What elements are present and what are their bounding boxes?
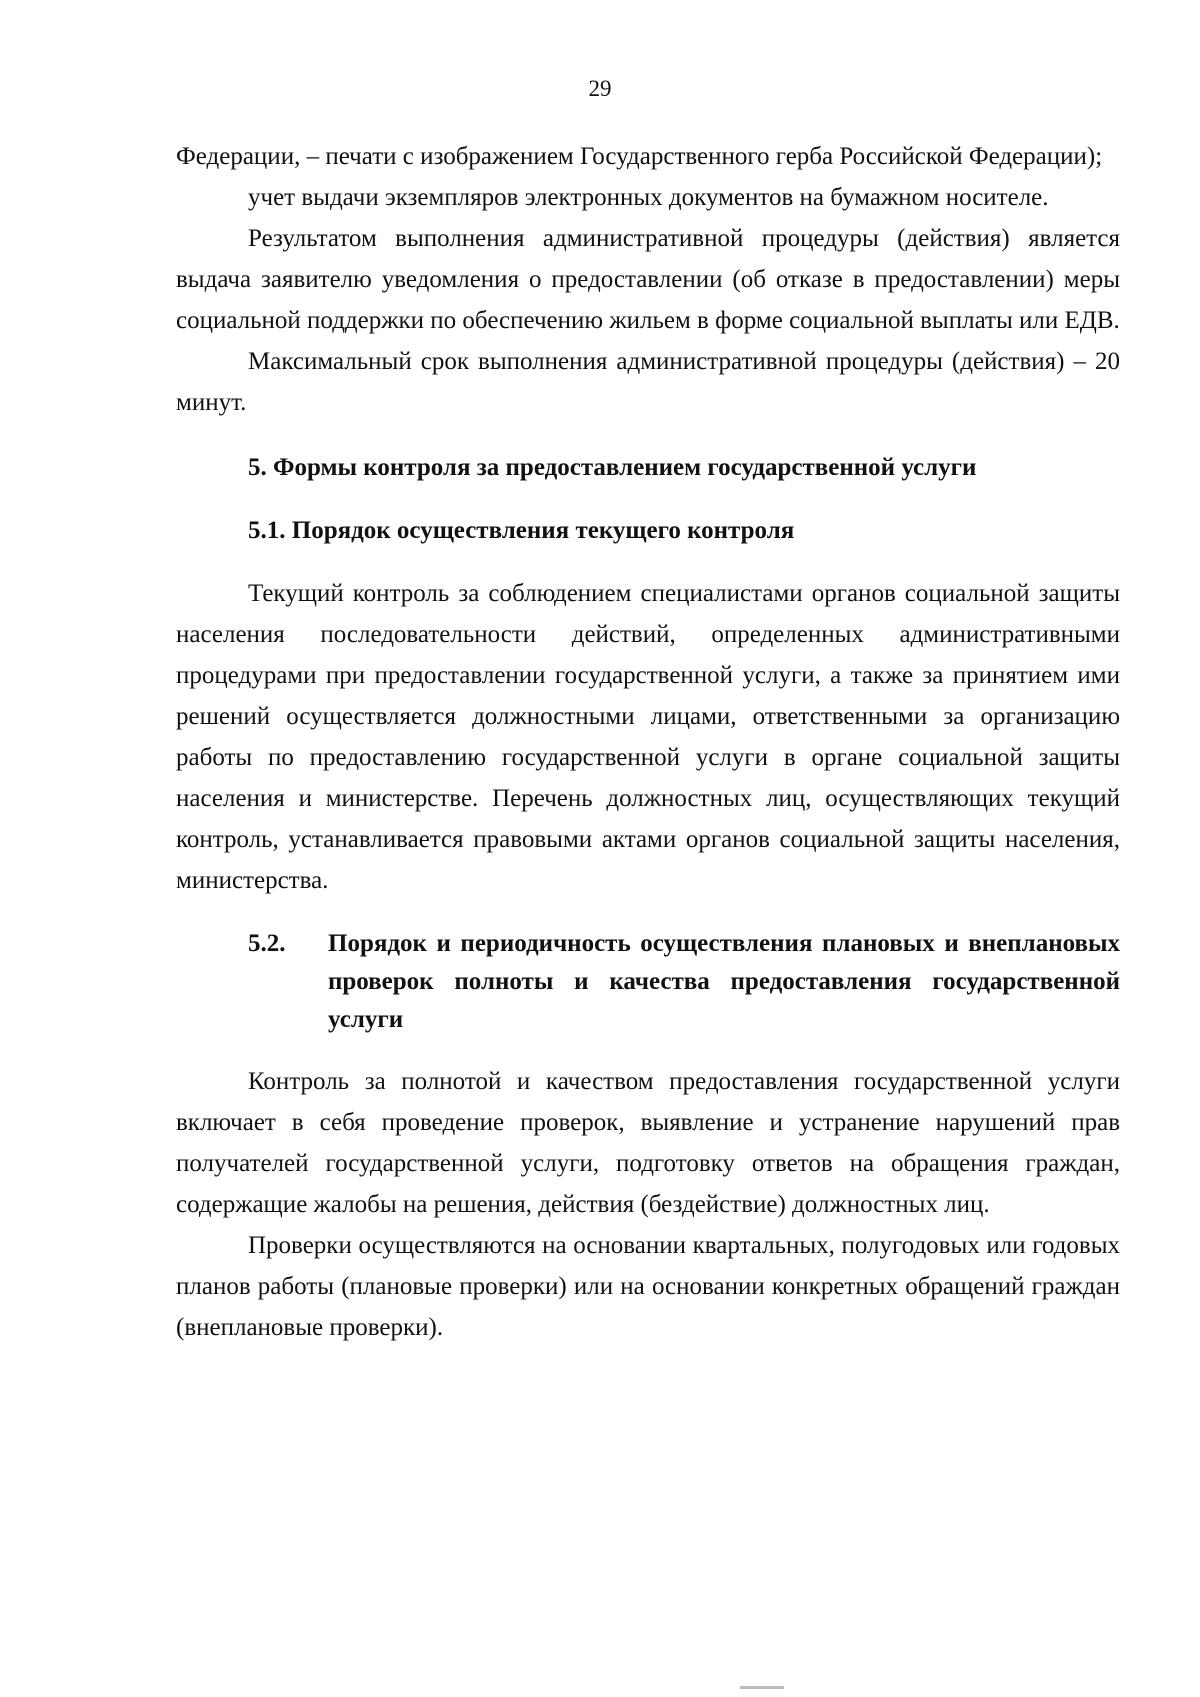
section-5-2-paragraph-1: Контроль за полнотой и качеством предоставления государственной услуги включает в себя проведение проверок, выявление и устранение нарушений прав получателей государственной услуги, подготовку ответов на обращения граждан, содержащие жалобы на решения, действия (бездействие) должностных лиц. <box>176 1068 1120 1218</box>
section-5-2-paragraph-2: Проверки осуществляются на основании квартальных, полугодовых или годовых планов работы (плановые проверки) или на основании конкретных обращений граждан (внеплановые проверки). <box>176 1232 1120 1341</box>
paragraph-top-1: Федерации, – печати с изображением Государственного герба Российской Федерации); <box>176 143 1103 170</box>
spacer <box>176 551 1120 573</box>
section-5-2-heading-block <box>176 925 1120 1039</box>
section-5-1-paragraph: Текущий контроль за соблюдением специалистами органов социальной защиты населения последовательности действий, определенных административными процедурами при предоставлении государственной услуги, а также за принятием ими решений осуществляется должностными лицами, ответственными за организацию работы по предоставлению государственной услуги в органе социальной защиты населения и министерстве. Перечень должностных лиц, осуществляющих текущий контроль, устанавливается правовыми актами органов социальной защиты населения, министерства. <box>176 580 1120 894</box>
page-content <box>176 136 1120 1348</box>
scan-artifact-mark <box>740 1686 784 1689</box>
spacer <box>176 1039 1120 1061</box>
paragraph-top-3: Результатом выполнения административной процедуры (действия) является выдача заявителю уведомления о предоставлении (об отказе в предоставлении) меры социальной поддержки по обеспечению жильем в форме социальной выплаты или ЕДВ. <box>176 225 1120 334</box>
section-5-2-number: 5.2. <box>248 930 286 957</box>
spacer <box>176 488 1120 510</box>
section-5-2-heading: Порядок и периодичность осуществления плановых и внеплановых проверок полноты и качества предоставления государственной услуги <box>328 930 1120 1033</box>
page-number: 29 <box>588 76 612 101</box>
spacer <box>176 901 1120 925</box>
section-5-1-heading: 5.1. Порядок осуществления текущего контроля <box>248 517 795 544</box>
section-5-heading: 5. Формы контроля за предоставлением государственной услуги <box>248 454 977 481</box>
paragraph-top-2: учет выдачи экземпляров электронных документов на бумажном носителе. <box>248 184 1049 211</box>
spacer <box>176 423 1120 447</box>
paragraph-top-4: Максимальный срок выполнения административной процедуры (действия) – 20 минут. <box>176 348 1120 416</box>
